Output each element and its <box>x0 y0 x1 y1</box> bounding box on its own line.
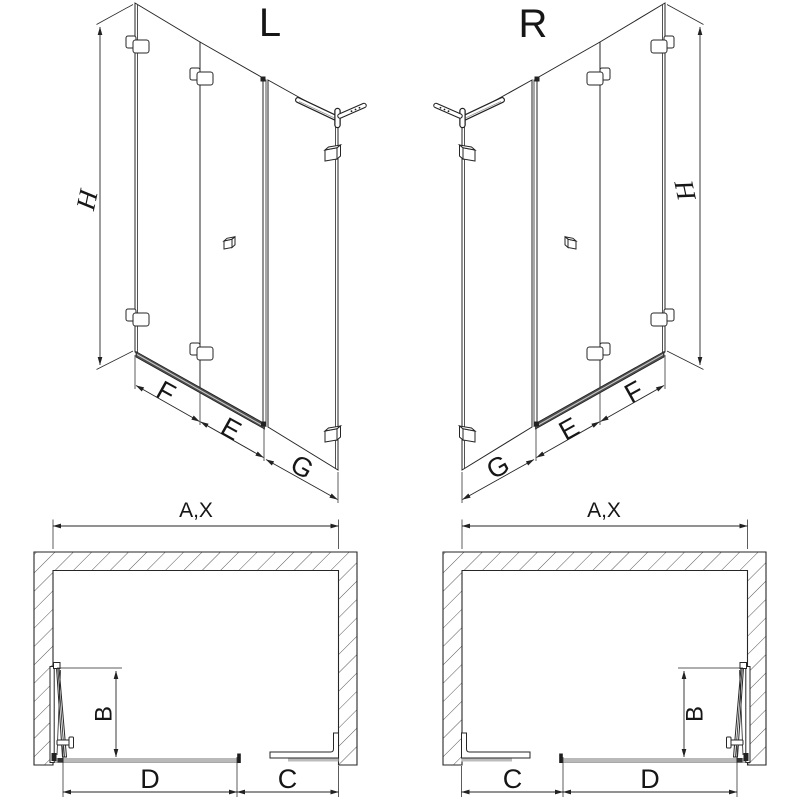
dim-label-C-left: C <box>277 764 298 794</box>
plan-view-left-walls <box>34 520 357 766</box>
version-label-right: R <box>518 2 548 46</box>
dim-label-E-right: E <box>553 411 585 447</box>
plan-view-right-walls <box>443 520 766 766</box>
dim-label-D-right: D <box>640 764 660 794</box>
dim-label-B-left: B <box>90 705 118 723</box>
dim-label-E-left: E <box>215 411 247 447</box>
dim-label-B-right: B <box>681 705 709 723</box>
dim-label-D-left: D <box>140 764 160 794</box>
dim-label-F-left: F <box>151 374 181 410</box>
dim-label-G-right: G <box>481 448 515 486</box>
dim-label-H-right: H <box>668 178 702 204</box>
dim-label-F-right: F <box>619 374 649 410</box>
dim-label-H-left: H <box>70 187 104 213</box>
dim-label-G-left: G <box>285 448 319 486</box>
dim-label-C-right: C <box>502 764 523 794</box>
dim-label-AX-left: A,X <box>179 499 213 522</box>
dim-label-AX-right: A,X <box>587 499 621 522</box>
version-label-left: L <box>258 1 282 45</box>
